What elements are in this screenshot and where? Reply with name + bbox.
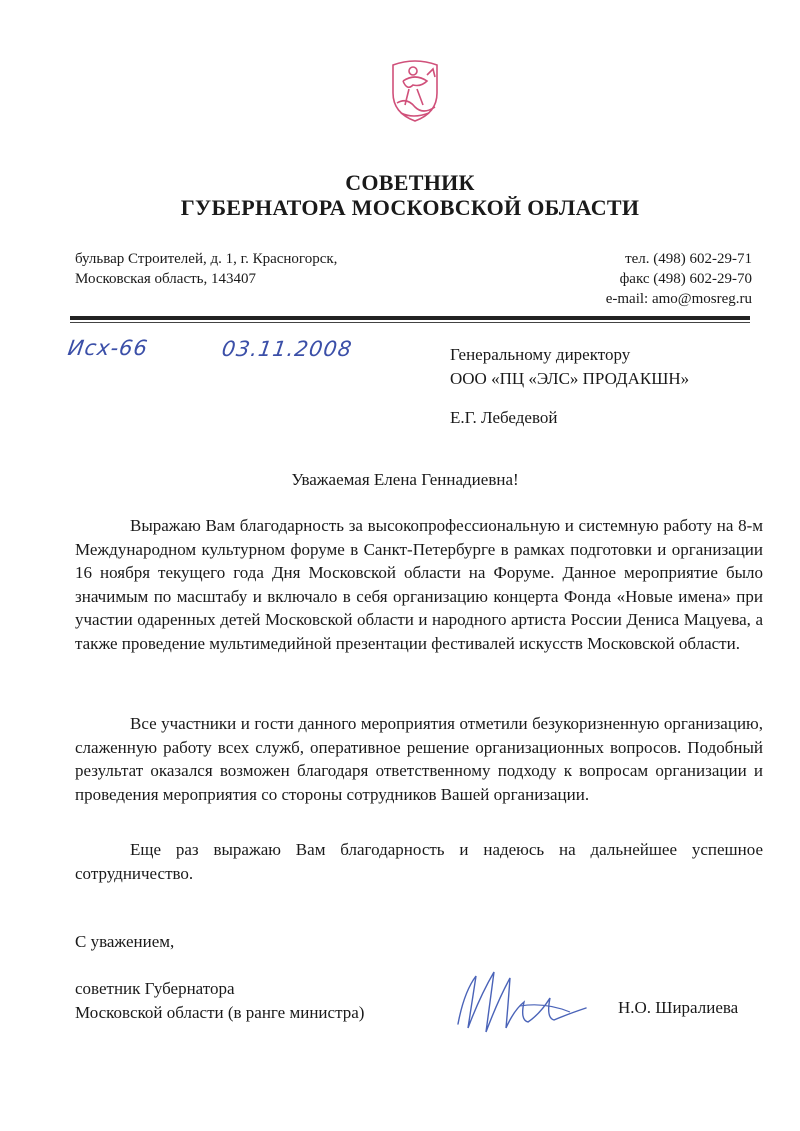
- address-line: бульвар Строителей, д. 1, г. Красногорск,: [75, 251, 338, 267]
- signature-icon: [450, 962, 600, 1042]
- header-divider-thin: [70, 322, 750, 323]
- body-paragraph: Выражаю Вам благодарность за высокопрофессиональную и системную работу на 8-м Международном культурном форуме в Санкт-Петербурге в рамках подготовки и организации 16 ноября текущего года Дня Московской области на Форуме. Данное мероприятие было значимым по масштабу и включало в себя организацию концерта Фонда «Новые имена» при участии одаренных детей Московской области и народного артиста России Дениса Мацуева, а также проведение мультимедийной презентации фестивалей искусств Московской области.: [75, 516, 763, 653]
- addressee-position: Генеральному директору: [450, 345, 631, 364]
- phone: тел. (498) 602-29-71: [625, 251, 752, 267]
- email: e-mail: amo@mosreg.ru: [605, 291, 752, 307]
- signatory-position: [75, 977, 364, 1025]
- addressee-name: Е.Г. Лебедевой: [450, 408, 558, 427]
- position-line: советник Губернатора: [75, 979, 235, 998]
- closing: С уважением,: [75, 932, 175, 951]
- header-divider: [70, 316, 750, 320]
- body-paragraph: Все участники и гости данного мероприятия отметили безукоризненную организацию, слаженную работу всех служб, оперативное решение организационных вопросов. Подобный результат оказался возможен благодаря ответственному подходу к вопросам организации и проведения мероприятия со стороны сотрудников Вашей организации.: [75, 714, 763, 804]
- body-paragraph: Еще раз выражаю Вам благодарность и надеюсь на дальнейшее успешное сотрудничество.: [75, 840, 763, 883]
- sender-subtitle: ГУБЕРНАТОРА МОСКОВСКОЙ ОБЛАСТИ: [180, 195, 640, 220]
- outgoing-date: 03.11.2008: [220, 337, 354, 361]
- addressee-company: ООО «ПЦ «ЭЛС» ПРОДАКШН»: [450, 369, 690, 388]
- sender-address: [75, 249, 337, 289]
- greeting: Уважаемая Елена Геннадиевна!: [291, 470, 519, 489]
- fax: факс (498) 602-29-70: [619, 271, 752, 287]
- outgoing-number: Исх-66: [66, 336, 150, 360]
- position-line: Московской области (в ранге министра): [75, 1003, 365, 1022]
- sender-title: СОВЕТНИК: [345, 170, 475, 195]
- signatory-name: Н.О. Ширалиева: [618, 998, 739, 1017]
- address-line: Московская область, 143407: [75, 271, 256, 287]
- coat-of-arms-icon: [383, 55, 447, 125]
- sender-contacts: [606, 249, 752, 309]
